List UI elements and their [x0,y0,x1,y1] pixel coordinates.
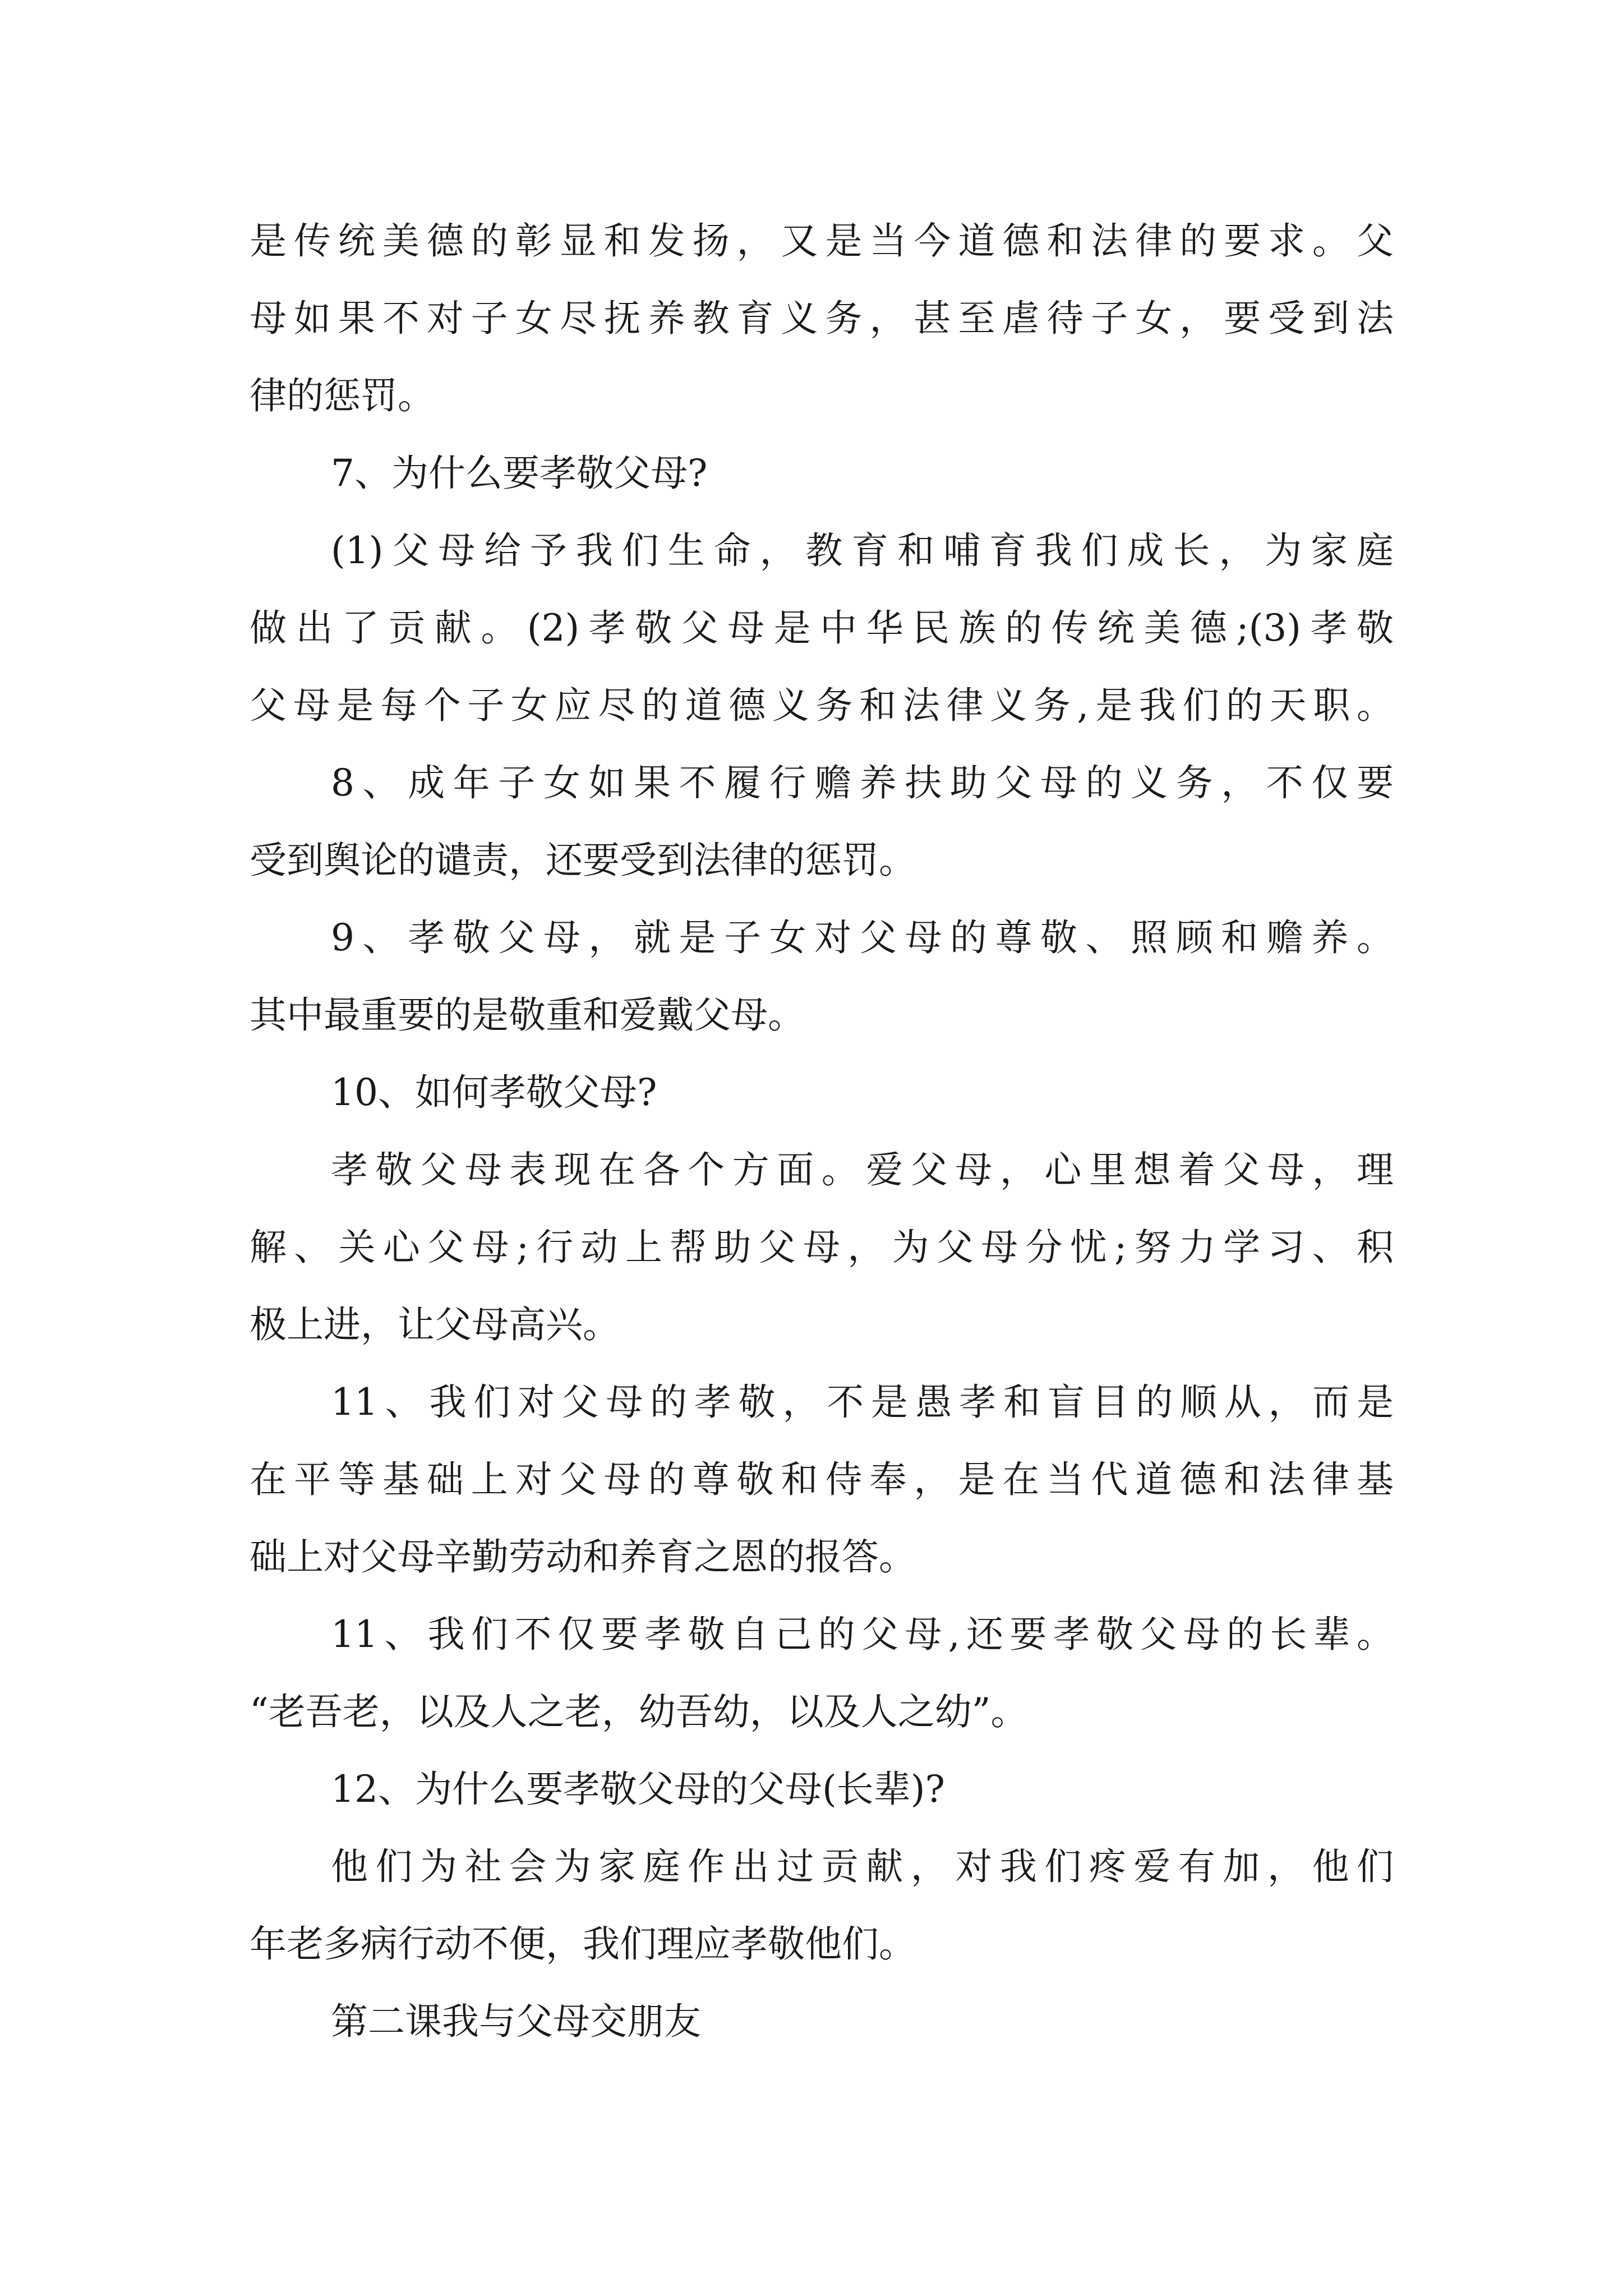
question-heading: 10、如何孝敬父母? [331,1071,657,1114]
paragraph-line: 11、我们不仅要孝敬自己的父母,还要孝敬父母的长辈。 [331,1613,1394,1656]
paragraph-line: 母如果不对子女尽抚养教育义务，甚至虐待子女，要受到法 [250,297,1394,340]
paragraph-line: 是传统美德的彰显和发扬，又是当今道德和法律的要求。父 [250,219,1394,263]
paragraph-line: 极上进，让父母高兴。 [250,1303,620,1346]
paragraph-line: 年老多病行动不便，我们理应孝敬他们。 [250,1922,916,1966]
paragraph-line: 做出了贡献。(2)孝敬父母是中华民族的传统美德;(3)孝敬 [250,606,1394,650]
paragraph-line: 其中最重要的是敬重和爱戴父母。 [250,993,805,1037]
paragraph-line: 9、孝敬父母，就是子女对父母的尊敬、照顾和赡养。 [331,916,1394,959]
paragraph-line: 父母是每个子女应尽的道德义务和法律义务,是我们的天职。 [250,684,1394,727]
question-heading: 12、为什么要孝敬父母的父母(长辈)? [331,1768,945,1811]
paragraph-line: (1)父母给予我们生命，教育和哺育我们成长，为家庭 [331,529,1394,572]
section-heading: 第二课我与父母交朋友 [331,2000,701,2043]
paragraph-line: 他们为社会为家庭作出过贡献，对我们疼爱有加，他们 [331,1845,1394,1888]
quotation-line: “老吾老，以及人之老，幼吾幼，以及人之幼”。 [250,1690,1028,1733]
question-heading: 7、为什么要孝敬父母? [331,452,708,495]
paragraph-line: 11、我们对父母的孝敬，不是愚孝和盲目的顺从，而是 [331,1381,1394,1424]
paragraph-line: 律的惩罚。 [250,374,435,417]
paragraph-line: 在平等基础上对父母的尊敬和侍奉，是在当代道德和法律基 [250,1458,1394,1501]
paragraph-line: 受到舆论的谴责，还要受到法律的惩罚。 [250,839,916,882]
paragraph-line: 8、成年子女如果不履行赡养扶助父母的义务，不仅要 [331,761,1394,804]
paragraph-line: 孝敬父母表现在各个方面。爱父母，心里想着父母，理 [331,1148,1394,1191]
paragraph-line: 础上对父母辛勤劳动和养育之恩的报答。 [250,1535,916,1579]
paragraph-line: 解、关心父母;行动上帮助父母，为父母分忧;努力学习、积 [250,1226,1394,1269]
